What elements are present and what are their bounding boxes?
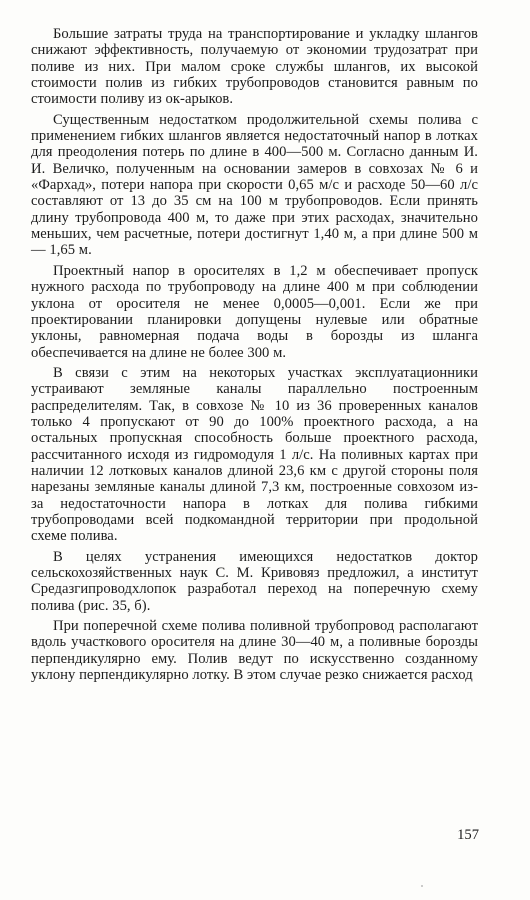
paragraph-4: В связи с этим на некоторых участках эксплуатационники устраивают земляные каналы параллельно построенным распределителям. Так, в совхозе № 10 из 36 проверенных каналов только 4 пропускают от 90 до 100% проектного расхода, а на остальных пропускная способность больше проектного расхода, рассчитанного исходя из гидромодуля 1 л/с. На поливных картах при наличии 12 лотковых каналов длиной 23,6 км с другой стороны поля нарезаны земляные каналы длиной 7,3 км, построенные совхозом из-за недостаточности напора в лотках для полива гибкими трубопроводами всей подкомандной территории при продольной схеме полива. (31, 364, 478, 545)
paragraph-3: Проектный напор в оросителях в 1,2 м обеспечивает пропуск нужного расхода по трубопроводу на длине 400 м при соблюдении уклона от оросителя не менее 0,0005—0,001. Если же при проектировании планировки допущены нулевые или обратные уклоны, равномерная подача воды в борозды из шланга обеспечивается на длине не более 300 м. (31, 262, 478, 361)
body-text (31, 26, 478, 687)
paragraph-2: Существенным недостатком продолжительной схемы полива с применением гибких шлангов является недостаточный напор в лотках для преодоления потерь по длине в 400—500 м. Согласно данным И. И. Величко, полученным на основании замеров в совхозах № 6 и «Фархад», потери напора при скорости 0,65 м/с и расходе 50—60 л/с составляют от 13 до 35 см на 100 м трубопроводов. Если принять длину трубопровода 400 м, то даже при этих расходах, значительно меньших, чем расчетные, потери достигнут 1,40 м, а при длине 500 м — 1,65 м. (31, 111, 478, 259)
page-number: 157 (457, 827, 479, 843)
paragraph-6: При поперечной схеме полива поливной трубопровод располагают вдоль участкового оросителя на длине 30—40 м, а поливные борозды перпендикулярно ему. Полив ведут по искусственно созданному уклону перпендикулярно лотку. В этом случае резко снижается расход (31, 618, 478, 684)
paragraph-5: В целях устранения имеющихся недостатков доктор сельскохозяйственных наук С. М. Кривовяз предложил, а институт Средазгипроводхлопок разработал переход на поперечную схему полива (рис. 35, б). (31, 548, 478, 614)
scan-speck (421, 885, 423, 887)
paragraph-1: Большие затраты труда на транспортирование и укладку шлангов снижают эффективность, получаемую от экономии трудозатрат при поливе из них. При малом сроке службы шлангов, их высокой стоимости полив из гибких трубопроводов становится равным по стоимости поливу из ок-арыков. (31, 26, 478, 108)
